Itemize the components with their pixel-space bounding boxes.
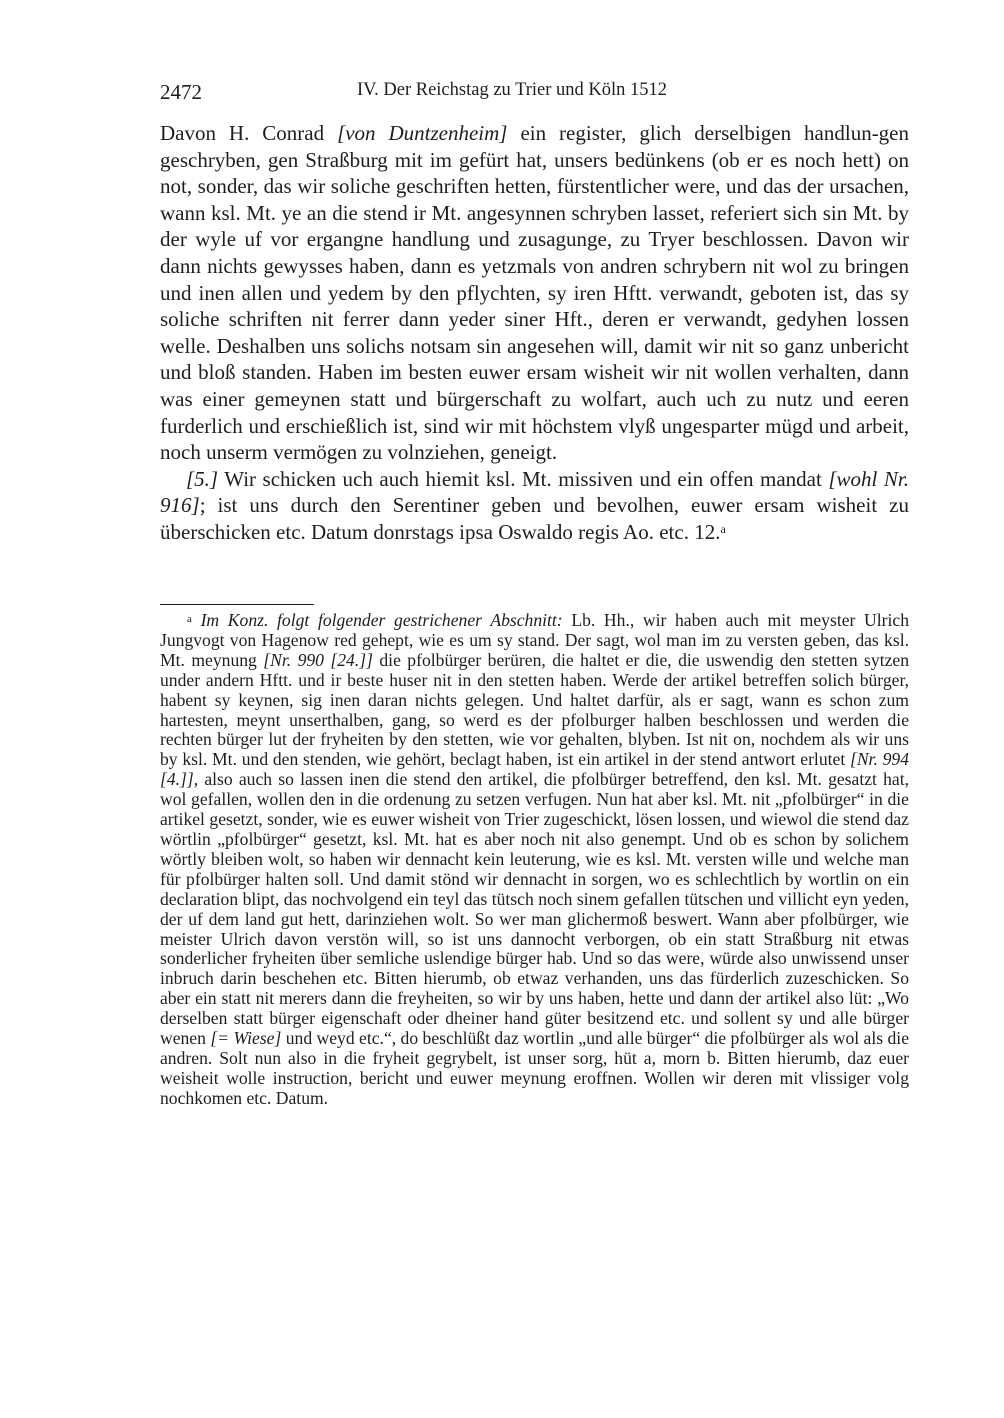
footnote-marker: a xyxy=(187,613,192,625)
editorial-insertion: [= Wiese] xyxy=(210,1028,282,1049)
text-run: ein register, glich derselbigen handlun-gen geschryben, gen Straßburg mit im gefürt hat, unsers bedünkens (ob er es noch hett) on not, sonder, das wir soliche geschriften hetten, fürstentlicher were, und das der ursachen, wann ksl. Mt. ye an die stend ir Mt. angesynnen schryben lasset, referiert sich sin Mt. by der wyle uf vor ergangne handlung und zusagunge, zu Tryer beschlossen. Davon wir dann nichts gewysses haben, dann es yetzmals von andren schrybern nit wol zu bringen und inen allen und yedem by den pflychten, sy iren Hftt. verwandt, geboten ist, das sy soliche schriften nit ferrer dann yeder siner Hft., deren er verwandt, gedyhen lossen welle. Deshalben uns solichs notsam sin angesehen will, damit wir nit so ganz unbericht und bloß standen. Haben im besten euwer ersam wisheit wir nit wollen verhalten, dann was einer gemeynen statt und bürgerschaft zu wolfart, auch uch zu nutz und eeren furderlich und erschießlich ist, sind wir mit höchstem vlyß ungesparter mügd und arbeit, noch unserm vermögen zu volnziehen, geneigt. xyxy=(160,121,910,465)
text-run: Davon H. Conrad xyxy=(160,121,338,145)
page-number: 2472 xyxy=(160,80,202,104)
editorial-insertion: [Nr. 990 [24.]] xyxy=(263,649,373,670)
text-run: ; ist uns durch den Serentiner geben und bevolhen, euwer ersam wisheit zu überschicken etc. Datum donrstags ipsa Oswaldo regis Ao. etc. 12. xyxy=(160,493,909,544)
footnote-paragraph xyxy=(160,611,909,1109)
running-title: IV. Der Reichstag zu Trier und Köln 1512 xyxy=(357,80,668,100)
footnote-reference[interactable]: a xyxy=(720,521,726,536)
text-run: die pfolbürger berüren, die haltet er die, die uswendig den stetten sytzen under andern Hftt. und ir beste huser nit in den stetten haben. Werde der artikel betreffen solich bürger, habent sy keynen, sig inen daran nichts gelegen. Und haltet darfür, als er sagt, wann es schon zum hartesten, meynt unserthalben, gang, so werd es der pfolburger halben beschlossen und werden die rechten bürger lut der fryheiten by den stetten, wie vor gehalten, blyben. Ist nit on, nochdem als wir uns by ksl. Mt. und den stenden, wie gehört, beclagt haben, ist ein artikel in der stend antwort erlutet xyxy=(160,649,909,770)
main-text xyxy=(160,120,909,546)
editorial-note: Im Konz. folgt folgender gestrichener Abschnitt: xyxy=(200,610,563,630)
paragraph-1 xyxy=(160,120,909,466)
text-run: , also auch so lassen inen die stend den artikel, die pfolbürger betreffend, den ksl. Mt. gesatzt hat, wol gefallen, wollen den in die ordenung zu setzen verfugen. Nun hat aber ksl. Mt. nit „pfolbürger“ in die artikel gesetzt, sonder, wie es euwer wisheit von Trier zugeschickt, lösen lossen, und wiewol die stend daz wörtlin „pfolbürger“ gesetzt, ksl. Mt. hat es aber noch nit also genempt. Und ob es schon by solichem wörtly bleiben wolt, so haben wir dennacht kein leuterung, wie es ksl. Mt. versten wille und welche man für pfolbürger halten soll. Und damit stönd wir dennacht in sorgen, wo es schlechtlich by wortlin on ein declaration blipt, das nochvolgend ein teyl das tütsch noch sinem gefallen tütschen und villicht eyn yeden, der uf dem land gut hett, darinziehen wolt. So wer man glichermoß beswert. Wann aber pfolbürger, wie meister Ulrich davon verstön will, so ist uns dannocht verborgen, ob ein statt Straßburg nit etwas sonderlicher fryheiten über semliche uslendige bürger hab. Und so das were, würde also unwissend unser inbruch darin beschehen etc. Bitten hierumb, ob etwaz verhanden, uns das fürderlich zuzeschicken. So aber ein statt nit merers dann die freyheiten, so wir by uns haben, hette und dann der artikel also lüt: „Wo derselben statt bürger eigenschaft oder dheiner hand güter besitzend etc. und sollent sy und alle bürger wenen xyxy=(160,769,909,1049)
paragraph-2 xyxy=(160,466,909,546)
footnote-a xyxy=(160,611,909,1109)
editorial-insertion: [Nr. 994 [4.]] xyxy=(160,749,909,790)
text-run: und weyd etc.“, do beschlüßt daz wortlin „und alle bürger“ die pfolbürger als wol als die andren. Solt nun also in die fryheit gegrybelt, ist unser sorg, hüt a, morn b. Bitten hierumb, daz euer weisheit wolle instruction, bericht und euwer meynung eroffnen. Wollen wir deren mit vlissiger volg nochkomen etc. Datum. xyxy=(160,1028,909,1108)
editorial-insertion: [von Duntzenheim] xyxy=(337,121,508,145)
text-run: Wir schicken uch auch hiemit ksl. Mt. missiven und ein offen mandat xyxy=(218,466,829,491)
text-run: Lb. Hh., wir haben auch mit meyster Ulrich Jungvogt von Hagenow red gehept, wie es um sy stand. Der sagt, wol man im zu versten geben, das ksl. Mt. meynung xyxy=(160,610,909,670)
footnote-separator xyxy=(160,604,314,605)
section-number: [5.] xyxy=(186,466,219,491)
editorial-insertion: [wohl Nr. 916] xyxy=(160,466,909,518)
